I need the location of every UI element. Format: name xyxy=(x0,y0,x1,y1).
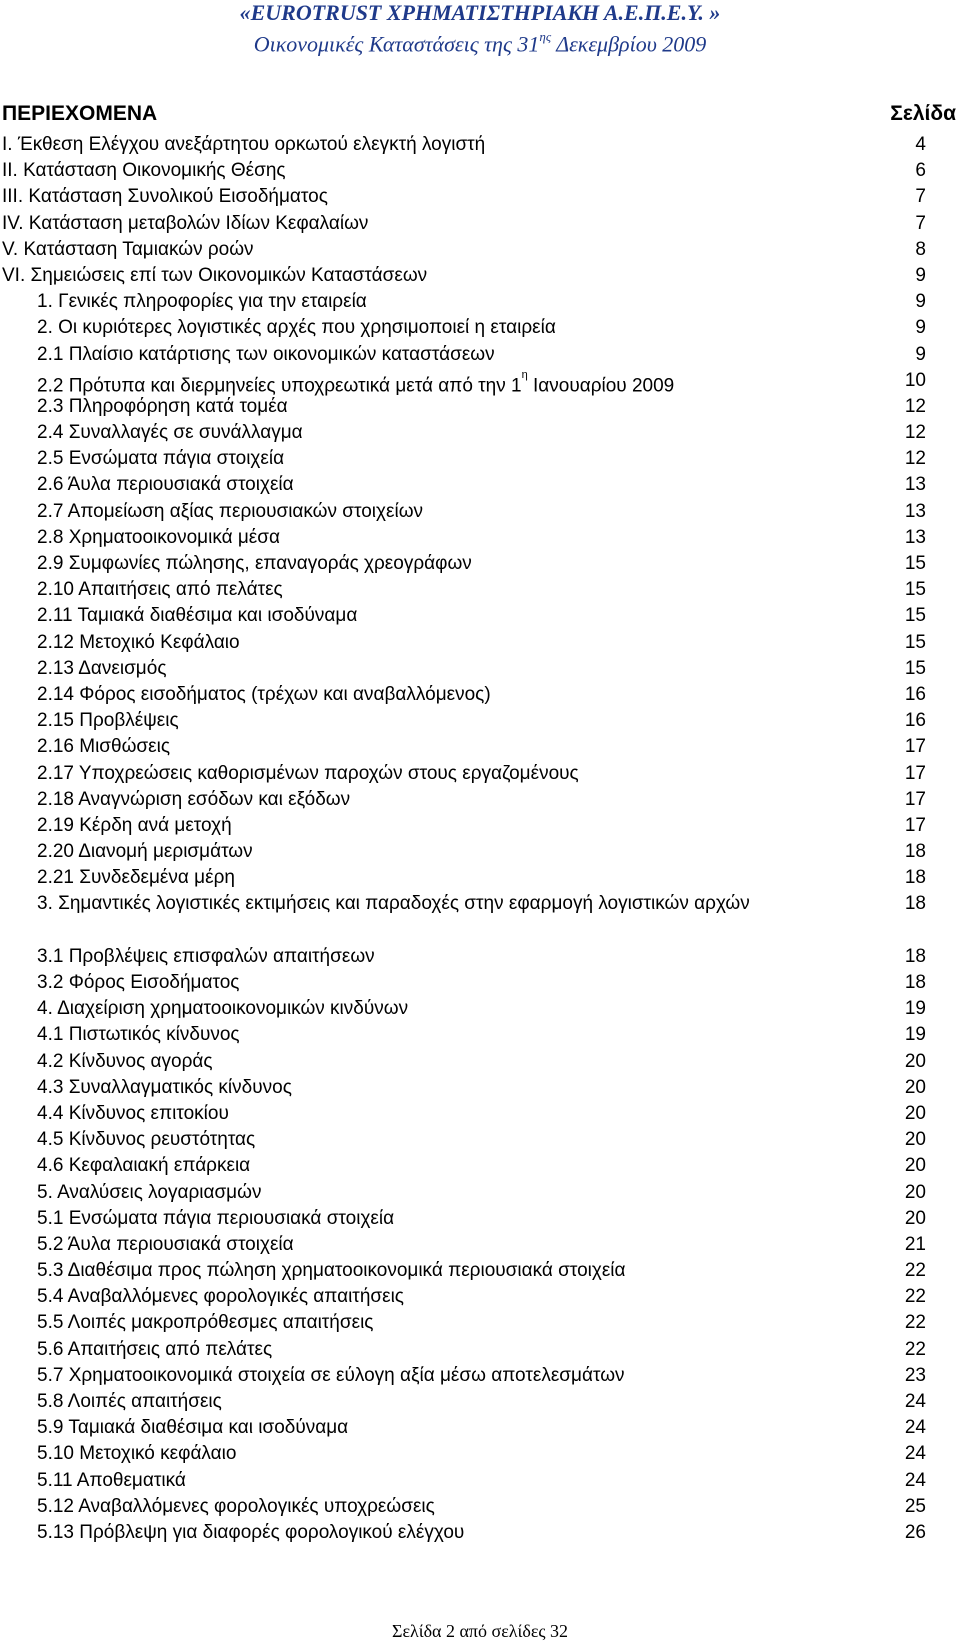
toc-entry xyxy=(0,813,960,839)
toc-entry-page: 24 xyxy=(904,1443,926,1465)
toc-entry-page: 22 xyxy=(904,1312,926,1334)
toc-entry xyxy=(0,891,960,943)
toc-entry-page: 17 xyxy=(904,814,926,836)
toc-entry xyxy=(0,1415,960,1441)
toc-entry-page: 10 xyxy=(904,369,926,391)
toc-entry-label: 2.19 Κέρδη ανά μετοχή xyxy=(37,814,232,836)
toc-entry xyxy=(0,708,960,734)
toc-entry xyxy=(0,656,960,682)
toc-entry xyxy=(0,630,960,656)
toc-entry-page: 17 xyxy=(904,736,926,758)
toc-entry xyxy=(0,184,960,210)
toc-entry xyxy=(0,1153,960,1179)
toc-entry xyxy=(0,158,960,184)
toc-entry xyxy=(0,132,960,158)
toc-entry-page: 9 xyxy=(915,264,926,286)
toc-entry xyxy=(0,603,960,629)
toc-entry-page: 15 xyxy=(904,605,926,627)
toc-entry-page: 16 xyxy=(904,683,926,705)
toc-entry-page: 15 xyxy=(904,579,926,601)
toc-entry-page: 19 xyxy=(904,998,926,1020)
toc-entry-page: 21 xyxy=(904,1233,926,1255)
toc-entry-page: 9 xyxy=(915,317,926,339)
toc-entry-label: 5.11 Αποθεματικά xyxy=(37,1469,186,1491)
toc-entry-page: 18 xyxy=(904,867,926,889)
toc-entry-label: I. Έκθεση Ελέγχου ανεξάρτητου ορκωτού ελεγκτή λογιστή xyxy=(2,134,486,155)
toc-entry-page: 18 xyxy=(904,972,926,994)
toc-entry-page: 17 xyxy=(904,762,926,784)
toc-entry-label: 5.8 Λοιπές απαιτήσεις xyxy=(37,1391,222,1413)
toc-entry-label: 2.14 Φόρος εισοδήματος (τρέχων και αναβαλλόμενος) xyxy=(37,683,491,705)
toc-entry-page: 8 xyxy=(915,238,926,260)
toc-entry-page: 20 xyxy=(904,1181,926,1203)
toc-entry-page: 22 xyxy=(904,1286,926,1308)
toc-entry-page: 7 xyxy=(915,212,926,234)
toc-entry-page: 16 xyxy=(904,710,926,732)
subtitle-superscript: ης xyxy=(539,29,552,44)
toc-entry xyxy=(0,996,960,1022)
toc-entry xyxy=(0,525,960,551)
toc-entry xyxy=(0,1284,960,1310)
toc-entry-label: 4.4 Κίνδυνος επιτοκίου xyxy=(37,1102,229,1124)
toc-entry-page: 13 xyxy=(904,526,926,548)
toc-entry-page: 13 xyxy=(904,500,926,522)
toc-entry-label: 5.7 Χρηματοοικονομικά στοιχεία σε εύλογη αξία μέσω αποτελεσμάτων xyxy=(37,1364,625,1386)
subtitle-text: Οικονομικές Καταστάσεις της 31 xyxy=(253,31,540,57)
toc-entry xyxy=(0,944,960,970)
toc-entry xyxy=(0,1310,960,1336)
toc-entry-label-text: 2.2 Πρότυπα και διερμηνείες υποχρεωτικά μετά από την 1 xyxy=(37,375,522,397)
toc-entry-page: 20 xyxy=(904,1076,926,1098)
toc-entry-label: 4.3 Συναλλαγματικός κίνδυνος xyxy=(37,1076,292,1098)
toc-entry-page: 12 xyxy=(904,395,926,417)
toc-entry-label: 2.5 Ενσώματα πάγια στοιχεία xyxy=(37,448,285,470)
subtitle-text-end: Δεκεμβρίου 2009 xyxy=(551,31,707,57)
toc-entry-label: 2.17 Υποχρεώσεις καθορισμένων παροχών στους εργαζομένους xyxy=(37,762,579,784)
toc-entry xyxy=(0,211,960,237)
toc-entry-label: 2.1 Πλαίσιο κατάρτισης των οικονομικών καταστάσεων xyxy=(37,343,495,365)
toc-entry-label: 5. Αναλύσεις λογαριασμών xyxy=(37,1181,262,1203)
toc-entry-page: 25 xyxy=(904,1495,926,1517)
toc-entry-page: 20 xyxy=(904,1207,926,1229)
toc-entry xyxy=(0,734,960,760)
toc-entry xyxy=(0,237,960,263)
toc-entry-label: 2. Οι κυριότερες λογιστικές αρχές που χρησιμοποιεί η εταιρεία xyxy=(37,317,556,339)
toc-entry xyxy=(0,1441,960,1467)
toc-entry-page: 15 xyxy=(904,657,926,679)
toc-entry xyxy=(0,1206,960,1232)
toc-entry-label: 2.6 Άυλα περιουσιακά στοιχεία xyxy=(37,474,294,496)
toc-entry-label: 2.18 Αναγνώριση εσόδων και εξόδων xyxy=(37,788,351,810)
toc-entry-page: 17 xyxy=(904,788,926,810)
company-name: «EUROTRUST ΧΡΗΜΑΤΙΣΤΗΡΙΑΚΗ Α.Ε.Π.Ε.Υ. » xyxy=(239,0,721,25)
toc-entry xyxy=(0,839,960,865)
toc-entry-page: 24 xyxy=(904,1469,926,1491)
toc-entry xyxy=(0,1337,960,1363)
toc-entry xyxy=(0,420,960,446)
toc-entry xyxy=(0,551,960,577)
toc-entry-label: 4.1 Πιστωτικός κίνδυνος xyxy=(37,1024,240,1046)
toc-entry-label: III. Κατάσταση Συνολικού Εισοδήματος xyxy=(2,186,328,208)
toc-entry-page: 6 xyxy=(915,160,926,182)
toc-entry-page: 12 xyxy=(904,448,926,470)
toc-entry xyxy=(0,1389,960,1415)
toc-entry-label: 5.3 Διαθέσιμα προς πώληση χρηματοοικονομικά περιουσιακά στοιχεία xyxy=(37,1260,626,1282)
toc-entry-label: 3.2 Φόρος Εισοδήματος xyxy=(37,972,240,994)
toc-entry xyxy=(0,1049,960,1075)
toc-entry xyxy=(0,1494,960,1520)
toc-title: ΠΕΡΙΕΧΟΜΕΝΑ xyxy=(2,102,158,125)
toc-entry xyxy=(0,315,960,341)
toc-entry-label: 2.13 Δανεισμός xyxy=(37,657,167,679)
toc-entry-page: 24 xyxy=(904,1417,926,1439)
toc-entry xyxy=(0,472,960,498)
toc-entry-label: 4.2 Κίνδυνος αγοράς xyxy=(37,1050,213,1072)
toc-entry-label: 5.9 Ταμιακά διαθέσιμα και ισοδύναμα xyxy=(37,1417,349,1439)
toc-entry xyxy=(0,368,960,397)
toc-entry-page: 9 xyxy=(915,343,926,365)
toc-entry-label: 5.12 Αναβαλλόμενες φορολογικές υποχρεώσεις xyxy=(37,1495,435,1517)
toc-entry xyxy=(0,787,960,813)
toc-entry-label: 5.13 Πρόβλεψη για διαφορές φορολογικού ελέγχου xyxy=(37,1521,465,1543)
toc-entry-label: 2.16 Μισθώσεις xyxy=(37,736,171,758)
toc-entry xyxy=(0,342,960,368)
document-subtitle xyxy=(0,26,960,57)
toc-entry xyxy=(0,970,960,996)
toc-entry xyxy=(0,499,960,525)
toc-entry-label: 2.8 Χρηματοοικονομικά μέσα xyxy=(37,526,280,548)
toc-entry xyxy=(0,1258,960,1284)
toc-entry-page: 15 xyxy=(904,553,926,574)
toc-entry xyxy=(0,1363,960,1389)
toc-entry-label: 4. Διαχείριση χρηματοοικονομικών κινδύνων xyxy=(37,998,409,1020)
toc-entry-label: 3. Σημαντικές λογιστικές εκτιμήσεις και παραδοχές στην εφαρμογή λογιστικών αρχών xyxy=(37,893,750,915)
toc-entry-label: 2.10 Απαιτήσεις από πελάτες xyxy=(37,579,283,601)
toc-entry xyxy=(0,1180,960,1206)
toc-entry-label: 2.4 Συναλλαγές σε συνάλλαγμα xyxy=(37,422,303,444)
toc-entry-page: 22 xyxy=(904,1338,926,1360)
toc-entry xyxy=(0,394,960,420)
toc-entry-label: 5.6 Απαιτήσεις από πελάτες xyxy=(37,1338,273,1360)
toc-entry xyxy=(0,761,960,787)
toc-entry-page: 23 xyxy=(904,1364,926,1386)
toc-entry-label-text-end: Ιανουαρίου 2009 xyxy=(527,375,675,397)
toc-entry xyxy=(0,263,960,289)
toc-entry-label: 5.1 Ενσώματα πάγια περιουσιακά στοιχεία xyxy=(37,1207,395,1229)
toc-entry xyxy=(0,1127,960,1153)
toc-entry-page: 15 xyxy=(904,631,926,653)
toc-entry xyxy=(0,1232,960,1258)
toc-page-heading: Σελίδα xyxy=(890,102,956,125)
toc-entry-page: 4 xyxy=(915,134,926,155)
document-header xyxy=(0,0,960,57)
toc-entry-page: 20 xyxy=(904,1050,926,1072)
toc-entry-label: 2.21 Συνδεδεμένα μέρη xyxy=(37,867,235,889)
toc-entry-label: 1. Γενικές πληροφορίες για την εταιρεία xyxy=(37,291,367,313)
toc-entry-page: 12 xyxy=(904,422,926,444)
toc-entry-label: 4.5 Κίνδυνος ρευστότητας xyxy=(37,1129,256,1151)
toc-entry-page: 20 xyxy=(904,1155,926,1177)
toc-entry-label: 2.12 Μετοχικό Κεφάλαιο xyxy=(37,631,240,653)
toc-entry-page: 20 xyxy=(904,1129,926,1151)
toc-entry xyxy=(0,446,960,472)
toc-entry-page: 18 xyxy=(904,893,926,915)
toc-entry xyxy=(0,577,960,603)
toc-entry-label: 2.20 Διανομή μερισμάτων xyxy=(37,841,253,863)
toc-entry-page: 20 xyxy=(904,1102,926,1124)
toc-entry xyxy=(0,1520,960,1546)
toc-entry-label: 4.6 Κεφαλαιακή επάρκεια xyxy=(37,1155,251,1177)
toc-entry-page: 18 xyxy=(904,841,926,863)
toc-entry-label: 5.4 Αναβαλλόμενες φορολογικές απαιτήσεις xyxy=(37,1286,404,1308)
toc-entry-label: VI. Σημειώσεις επί των Οικονομικών Καταστάσεων xyxy=(2,264,428,286)
toc-entry-label: 5.2 Άυλα περιουσιακά στοιχεία xyxy=(37,1233,294,1255)
toc-entry xyxy=(0,1468,960,1494)
toc-entry-page: 19 xyxy=(904,1024,926,1046)
toc-entry-label: 2.9 Συμφωνίες πώλησης, επαναγοράς χρεογράφων xyxy=(37,553,472,574)
toc-entry-label: II. Κατάσταση Οικονομικής Θέσης xyxy=(2,160,286,182)
toc-entry-label: 2.3 Πληροφόρηση κατά τομέα xyxy=(37,395,288,417)
toc-entry-page: 9 xyxy=(915,291,926,313)
table-of-contents xyxy=(0,132,960,1546)
toc-entry xyxy=(0,1075,960,1101)
toc-entry-label: 2.11 Ταμιακά διαθέσιμα και ισοδύναμα xyxy=(37,605,358,627)
toc-entry xyxy=(0,289,960,315)
toc-entry-page: 26 xyxy=(904,1521,926,1543)
page-footer: Σελίδα 2 από σελίδες 32 xyxy=(391,1621,569,1641)
toc-entry-page: 13 xyxy=(904,474,926,496)
toc-entry-page: 7 xyxy=(915,186,926,208)
toc-entry xyxy=(0,1022,960,1048)
toc-entry-page: 18 xyxy=(904,945,926,967)
toc-entry xyxy=(0,1101,960,1127)
toc-entry-label: 5.5 Λοιπές μακροπρόθεσμες απαιτήσεις xyxy=(37,1312,374,1334)
toc-entry-page: 22 xyxy=(904,1260,926,1282)
toc-entry-page: 24 xyxy=(904,1391,926,1413)
toc-entry-label: 3.1 Προβλέψεις επισφαλών απαιτήσεων xyxy=(37,945,375,967)
toc-entry-label: 2.15 Προβλέψεις xyxy=(37,710,179,732)
toc-entry-label: IV. Κατάσταση μεταβολών Ιδίων Κεφαλαίων xyxy=(2,212,369,234)
toc-entry xyxy=(0,682,960,708)
toc-entry-label: 5.10 Μετοχικό κεφάλαιο xyxy=(37,1443,237,1465)
toc-entry-label: V. Κατάσταση Ταμιακών ροών xyxy=(2,238,254,260)
toc-entry-label-superscript: η xyxy=(521,368,528,381)
toc-entry-label: 2.7 Απομείωση αξίας περιουσιακών στοιχείων xyxy=(37,500,424,522)
toc-entry xyxy=(0,865,960,891)
